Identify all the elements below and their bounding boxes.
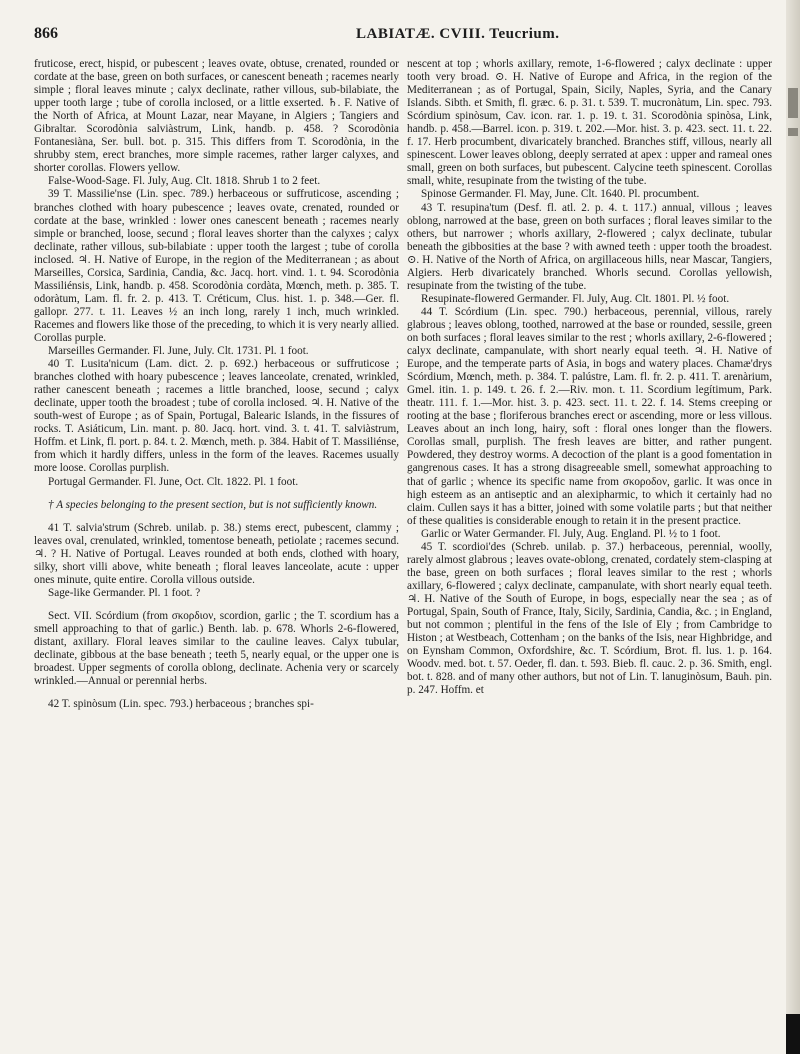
paragraph-entry: False-Wood-Sage. Fl. July, Aug. Clt. 1818. Shrub 1 to 2 feet. [48, 175, 321, 188]
paragraph-entry: Resupinate-flowered Germander. Fl. July, Aug. Clt. 1801. Pl. ½ foot. [421, 292, 730, 305]
paragraph-entry: Spinose Germander. Fl. May, June. Clt. 1640. Pl. procumbent. [421, 188, 700, 201]
paragraph-entry: 45 T. scordioi'des (Schreb. unilab. p. 37.) herbaceous, perennial, woolly, rarely almost glabrous ; leaves ovate-oblong, crenated, cordately stem-clasping at the base, green on both surfaces ; floral leaves similar to the rest ; whorls axillary, 6-flowered ; calyx declinate, campanulate, with short nearly equal teeth. ♃. H. Native of the South of Europe, in bogs, especially near the sea ; as of Portugal, Spain, South of France, Italy, Sicily, Sardinia, Candia, &c. ; in England, but not common ; plentiful in the fens of the Isle of Ely ; from Cambridge to Histon ; at Westbeach, Cottenham ; on the banks of the Isis, near Highbridge, and on Eynsham Common, Oxfordshire, &c. T. Scórdium, Brot. fl. lus. 1. p. 164. Woodv. med. bot. t. 57. Oeder, fl. dan. t. 593. Bieb. fl. cauc. 2. p. 36. Smith, engl. bot. t. 828. and of many other authors, but not of Lin. T. lanuginòsum, Bauh. pin. p. 247. Hoffm. et [407, 540, 773, 697]
paragraph-entry: 44 T. Scórdium (Lin. spec. 790.) herbaceous, perennial, villous, rarely glabrous ; leaves oblong, toothed, narrowed at the base or rounded, sessile, green on both surfaces ; floral leaves similar to the rest ; whorls axillary, 2-6-flowered ; calyx declinate, campanulate, with short nearly equal teeth. ♃. H. Native of Europe, and the temperate parts of Asia, in bogs and watery places. Chamæ'drys Scórdium, Mœnch, meth. p. 384. T. palústre, Lam. fl. fr. 2. p. 411. T. arenàrium, Gmel. itin. 1. p. 149. t. 26. f. 2.—Riv. mon. t. 11. Scordium legítimum, Park. theatr. 111. f. 1.—Mor. hist. 3. p. 423. sect. 11. t. 22. f. 14. Stems creeping or rooting at the base ; floriferous branches erect or ascending, more or less villous. Leaves about an inch long, hairy, soft : floral ones longer than the flowers. Corollas small, purplish. The fresh leaves are bitter, and rather pungent. Powdered, they destroy worms. A decoction of the plant is a good fomentation in gangrenous cases. It has a strong disagreeable smell, somewhat approaching to that of garlic ; whence its specific name from σκοροδον, garlic. It was once in high esteem as an antiseptic and an alexipharmic, to which it certainly had no claim. Cullen says it has a bitter, joined with some volatile parts ; but that neither of these qualities is considerable enough to retain it in the present practice. [407, 305, 772, 527]
edge-dark-strip [786, 1014, 800, 1054]
paragraph-entry: 40 T. Lusita'nicum (Lam. dict. 2. p. 692.) herbaceous or suffruticose ; branches clothed with hoary pubescence ; leaves lanceolate, crenated, wrinkled, rather canescent beneath ; racemes a little branched, loose, secund ; calyx declinate, upper tooth the broadest ; tube of corolla inclosed. ♃. H. Native of the south-west of Europe ; as of Spain, Portugal, Balearic Islands, in the fissures of rocks. T. Asiáticum, Lin. mant. p. 80. Jacq. hort. vind. 3. t. 41. T. salviàstrum, Hoffm. et Link, fl. port. p. 84. t. 2. Mœnch, meth. p. 384. Habit of T. Massiliénse, from which it hardly differs, unless in the form of the leaves. Racemes usually more loose. Corollas purplish. [34, 358, 399, 475]
paragraph-entry: Portugal Germander. Fl. June, Oct. Clt. 1822. Pl. 1 foot. [48, 475, 299, 488]
paragraph-entry: Sage-like Germander. Pl. 1 foot. ? [48, 586, 201, 599]
paragraph-entry: Garlic or Water Germander. Fl. July, Aug. England. Pl. ½ to 1 foot. [421, 527, 721, 540]
right-text-column [407, 58, 772, 697]
page-number: 866 [34, 25, 58, 42]
paragraph-cont: fruticose, erect, hispid, or pubescent ; leaves ovate, obtuse, crenated, rounded or cordate at the base, green on both surfaces, or canescent beneath ; racemes nearly simple ; floral leaves minute ; calyx declinate, rather villous, sub-bilabiate, the upper tooth large ; tube of corolla inclosed, or a little exserted. ♄. F. Native of the North of Africa, at Mount Lazar, near Mayane, in Algiers ; Tangiers and Gibraltar. Scorodònia salviàstrum, Link, handb. p. 458. ? Scorodònia Fontanesiàna, Ser. bull. bot. p. 315. This differs from T. Scorodònia, in the shrubby stem, erect branches, more simple racemes, rather larger calyxes, and shorter corollas. Flowers yellow. [34, 58, 399, 175]
paragraph-entry: 41 T. salvia'strum (Schreb. unilab. p. 38.) stems erect, pubescent, clammy ; leaves oval, crenulated, wrinkled, tomentose beneath, petiolate ; racemes secund. ♃. ? H. Native of Portugal. Leaves rounded at both ends, clothed with hoary, silky, short villi above, white beneath ; floral leaves lanceolate, acute : upper ones minute, quite entire. Corolla villous outside. [34, 521, 399, 586]
page-header [34, 25, 770, 47]
edge-mark [788, 88, 798, 118]
page-edge-shadow [786, 0, 800, 1054]
edge-mark [788, 128, 798, 136]
left-text-column [34, 58, 399, 711]
paragraph-note: † A species belonging to the present section, but is not sufficiently known. [48, 498, 378, 511]
paragraph-entry: 43 T. resupina'tum (Desf. fl. atl. 2. p. 4. t. 117.) annual, villous ; leaves oblong, narrowed at the base, green on both surfaces ; floral leaves similar to the others, but narrower ; whorls axillary, 2-flowered ; calyx declinate, tubular beneath the gibbosities at the base ? with awned teeth : upper tooth the broadest. ⊙. H. Native of the North of Africa, on argillaceous hills, near Mascar, Tangiers, Algiers. Herb divaricately branched. Whorls secund. Corollas yellowish, resupinate from the twisting of the tube. [407, 201, 772, 292]
paragraph-entry: 39 T. Massilie'nse (Lin. spec. 789.) herbaceous or suffruticose, ascending ; branches clothed with hoary pubescence ; leaves ovate, crenated, rounded or cordate at the base, wrinkled : lower ones canescent beneath ; racemes nearly simple or branched, loose, secund ; floral leaves shorter than the calyxes ; calyx declinate, rather villous, sub-bilabiate : upper tooth the largest ; tube of corolla inclosed. ♃. H. Native of Europe, in the region of the Mediterranean ; as about Marseilles, Corsica, Sardinia, Candia, &c. Jacq. hort. vind. 1. t. 94. Scorodònia Massiliénsis, Link, handb. p. 458. Scorodònia cordàta, Mœnch, meth. p. 385. T. odoràtum, Lam. fl. fr. 2. p. 413. T. Créticum, Clus. hist. 1. p. 348.—Ger. fl. gallopr. 277. t. 11. Leaves ½ an inch long, rarely 1 inch, much wrinkled. Racemes and flowers like those of the preceding, to which it is very nearly allied. Corollas purple. [34, 188, 399, 344]
paragraph-last: 42 T. spinòsum (Lin. spec. 793.) herbaceous ; branches spi- [48, 698, 314, 711]
paragraph-cont: nescent at top ; whorls axillary, remote, 1-6-flowered ; calyx declinate : upper tooth very broad. ⊙. H. Native of Europe and Africa, in the region of the Mediterranean ; as of Portugal, Spain, Sicily, Naples, Syria, and the Canary Islands. Sibth. et Smith, fl. græc. 6. p. 31. t. 539. T. mucronàtum, Lin. spec. 793. Scórdium spinòsum, Cav. icon. rar. 1. p. 19. t. 31. Scorodònia spinòsa, Link, handb. p. 458.—Barrel. icon. p. 319. t. 202.—Mor. hist. 3. p. 423. sect. 11. t. 22. f. 17. Herb procumbent, divaricately branched. Branches stiff, villous, nearly all spinescent. Lower leaves oblong, deeply serrated at apex : upper and rameal ones small, green on both surfaces, but pubescent. Calycine teeth spinescent. Corollas small, white, resupinate from the twisting of the tube. [407, 58, 772, 188]
paragraph-sect: Sect. VII. Scórdium (from σκορδιον, scordion, garlic ; the T. scordium has a smell approaching to that of garlic.) Benth. lab. p. 678. Whorls 2-6-flowered, distant, axillary. Floral leaves similar to the cauline leaves. Calyx tubular, declinate, gibbous at the base beneath ; teeth 5, nearly equal, or the upper one is broadest. Upper segments of corolla oblong, declinate. Achenia very or scarcely wrinkled.—Annual or perennial herbs. [34, 609, 399, 688]
paragraph-entry: Marseilles Germander. Fl. June, July. Clt. 1731. Pl. 1 foot. [48, 345, 309, 358]
running-title: LABIATÆ. CVIII. Teucrium. [356, 26, 560, 42]
